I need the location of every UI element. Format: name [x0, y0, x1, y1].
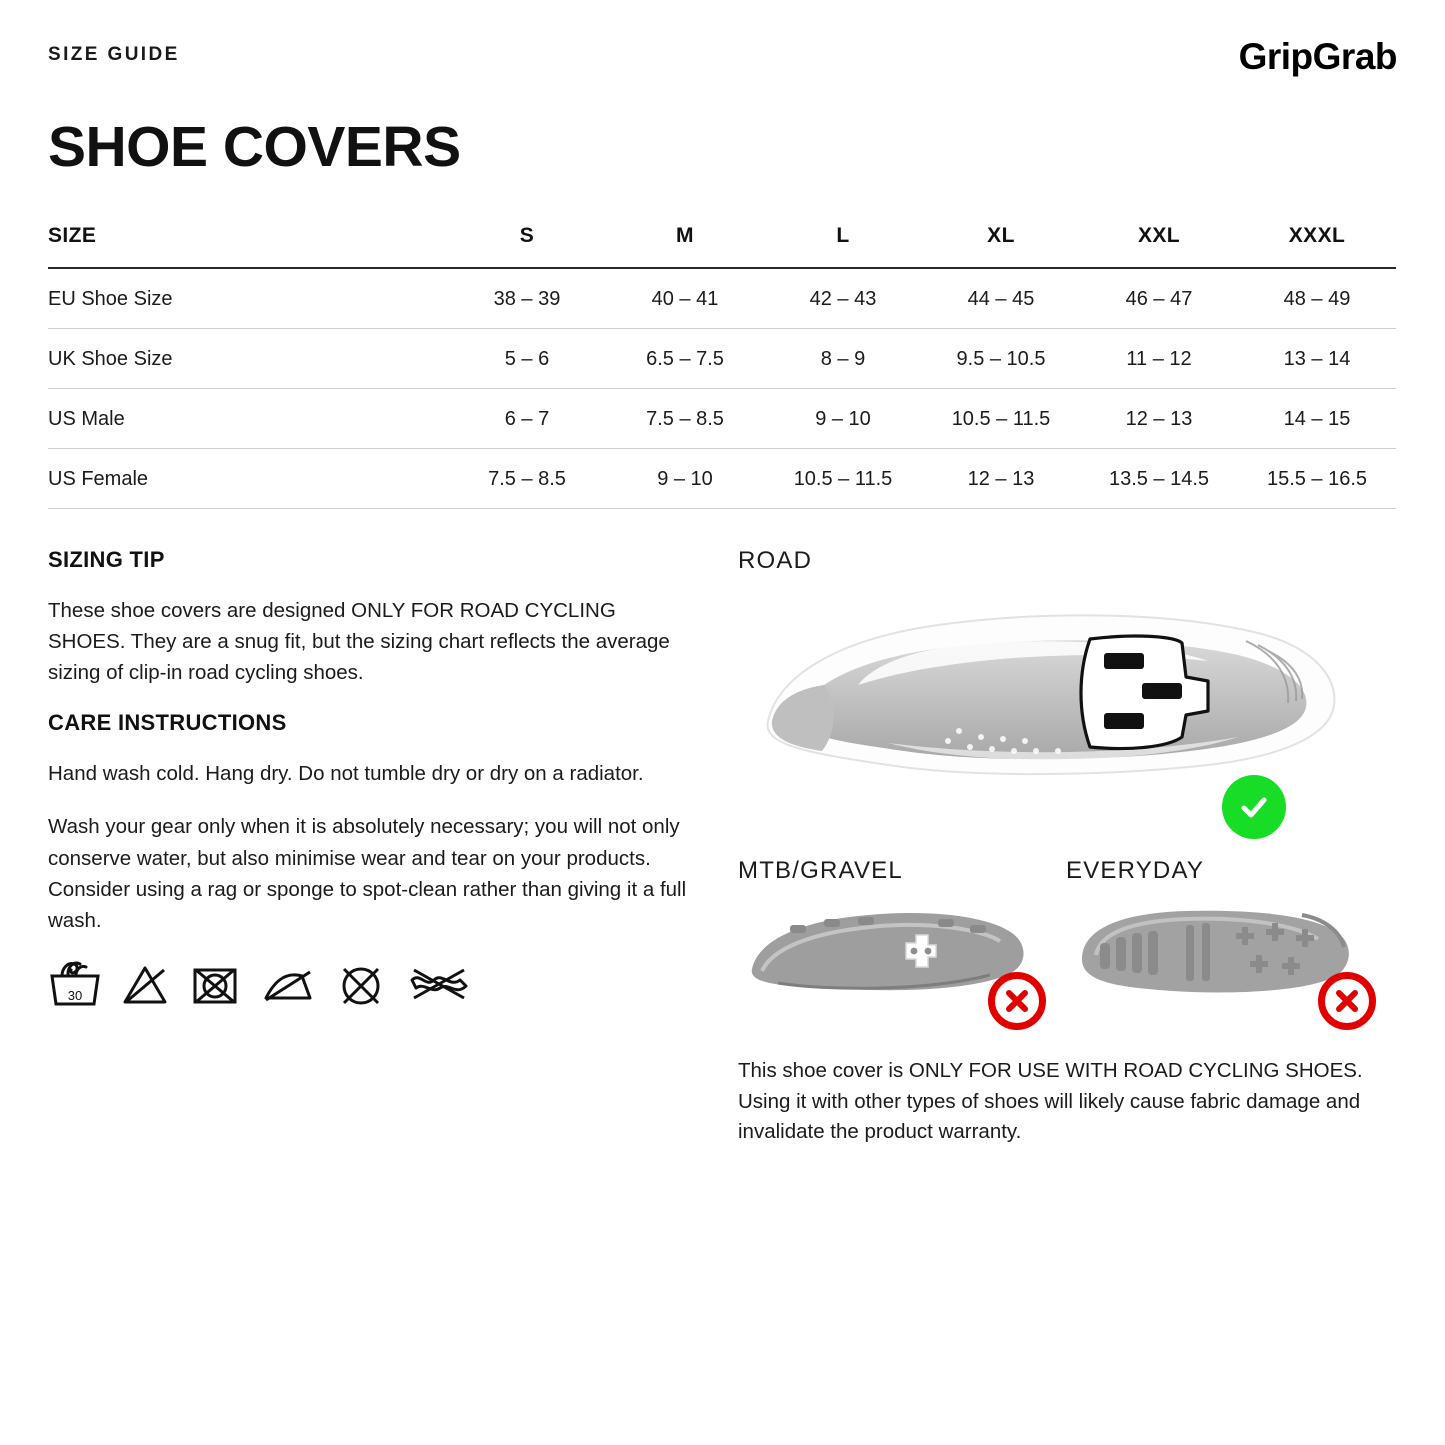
size-table-body — [48, 268, 1396, 509]
svg-text:30: 30 — [67, 988, 83, 1004]
mtb-shoe-label: MTB/GRAVEL — [738, 856, 903, 884]
cell-uk-xxl: 11 – 12 — [1126, 347, 1192, 370]
table-row — [48, 268, 1396, 329]
cell-usf-xxl: 13.5 – 14.5 — [1108, 467, 1210, 490]
page-kicker: SIZE GUIDE — [48, 44, 180, 65]
sizing-tip-heading: SIZING TIP — [48, 546, 165, 572]
right-column — [738, 547, 1396, 1169]
cell-usf-m: 9 – 10 — [657, 467, 713, 490]
col-header-xxl: XXL — [1137, 223, 1181, 247]
road-shoe-label: ROAD — [738, 546, 813, 574]
col-header-size: SIZE — [48, 223, 97, 247]
cell-uk-m: 6.5 – 7.5 — [646, 347, 724, 370]
table-row — [48, 448, 1396, 508]
usage-warning-note: This shoe cover is ONLY FOR USE WITH ROAD CYCLING SHOES. Using it with other types of shoes will likely cause fabric damage and invalidate the product warranty. — [738, 1058, 1363, 1144]
unsupported-shoes-row — [738, 857, 1396, 1026]
cell-eu-xxl: 46 – 47 — [1125, 287, 1193, 310]
do-not-tumble-dry-icon — [188, 958, 242, 1010]
road-allowed-badge — [1222, 775, 1286, 839]
cell-eu-m: 40 – 41 — [651, 287, 719, 310]
cell-uk-xxxl: 13 – 14 — [1283, 347, 1351, 370]
size-table — [48, 224, 1396, 509]
cell-eu-xl: 44 – 45 — [967, 287, 1035, 310]
cell-eu-xxxl: 48 – 49 — [1283, 287, 1351, 310]
cell-usf-xl: 12 – 13 — [967, 467, 1035, 490]
hand-wash-30-icon — [48, 958, 102, 1010]
cell-usf-s: 7.5 – 8.5 — [488, 467, 566, 490]
mtb-shoe-block — [738, 857, 1038, 1026]
everyday-shoe-illustration — [1066, 891, 1366, 1026]
col-header-m: M — [676, 223, 694, 247]
everyday-shoe-block — [1066, 857, 1366, 1026]
brand-logo: GripGrab — [1238, 36, 1397, 77]
road-shoe-block — [738, 547, 1396, 831]
table-row — [48, 388, 1396, 448]
do-not-wring-icon — [404, 958, 474, 1010]
care-symbol-row — [48, 958, 698, 1010]
care-paragraph-1: Hand wash cold. Hang dry. Do not tumble dry or dry on a radiator. — [48, 762, 644, 786]
care-paragraph-2: Wash your gear only when it is absolutely necessary; you will not only conserve water, but also minimise wear and tear on your products. Consider using a rag or sponge to spot-clean rather than giving it a full wash. — [48, 815, 687, 932]
everyday-not-allowed-badge — [1318, 972, 1376, 1030]
table-row — [48, 328, 1396, 388]
cell-usf-l: 10.5 – 11.5 — [793, 467, 893, 490]
sizing-tip-text: These shoe covers are designed ONLY FOR ROAD CYCLING SHOES. They are a snug fit, but the sizing chart reflects the average sizing of clip-in road cycling shoes. — [48, 598, 670, 685]
cell-usm-l: 9 – 10 — [815, 407, 871, 430]
row-label-eu: EU Shoe Size — [48, 287, 173, 310]
mtb-shoe-illustration — [738, 891, 1038, 1026]
cell-uk-l: 8 – 9 — [820, 347, 866, 370]
do-not-bleach-icon — [118, 958, 172, 1010]
page-header — [48, 36, 1397, 90]
row-label-uk: UK Shoe Size — [48, 347, 173, 370]
cell-usm-xxl: 12 – 13 — [1125, 407, 1193, 430]
col-header-xxxl: XXXL — [1288, 223, 1346, 247]
road-shoe-illustration — [738, 581, 1358, 831]
content-columns — [48, 547, 1397, 1169]
cell-eu-s: 38 – 39 — [493, 287, 561, 310]
cell-uk-xl: 9.5 – 10.5 — [956, 347, 1046, 370]
cell-usm-s: 6 – 7 — [504, 407, 550, 430]
care-instructions-heading: CARE INSTRUCTIONS — [48, 710, 287, 736]
row-label-us-male: US Male — [48, 407, 125, 430]
col-header-s: S — [519, 223, 535, 247]
col-header-l: L — [836, 223, 850, 247]
cell-usm-m: 7.5 – 8.5 — [646, 407, 724, 430]
cell-uk-s: 5 – 6 — [504, 347, 550, 370]
cell-usf-xxxl: 15.5 – 16.5 — [1266, 467, 1368, 490]
cell-usm-xl: 10.5 – 11.5 — [951, 407, 1051, 430]
do-not-dry-clean-icon — [334, 958, 388, 1010]
everyday-shoe-label: EVERYDAY — [1066, 856, 1205, 884]
do-not-iron-icon — [258, 958, 318, 1010]
size-table-head — [48, 224, 1396, 268]
left-column — [48, 547, 738, 1169]
cell-usm-xxxl: 14 – 15 — [1283, 407, 1351, 430]
table-header-row — [48, 224, 1396, 268]
cell-eu-l: 42 – 43 — [809, 287, 877, 310]
row-label-us-female: US Female — [48, 467, 149, 490]
mtb-not-allowed-badge — [988, 972, 1046, 1030]
col-header-xl: XL — [987, 223, 1015, 247]
page-title: SHOE COVERS — [48, 115, 461, 179]
